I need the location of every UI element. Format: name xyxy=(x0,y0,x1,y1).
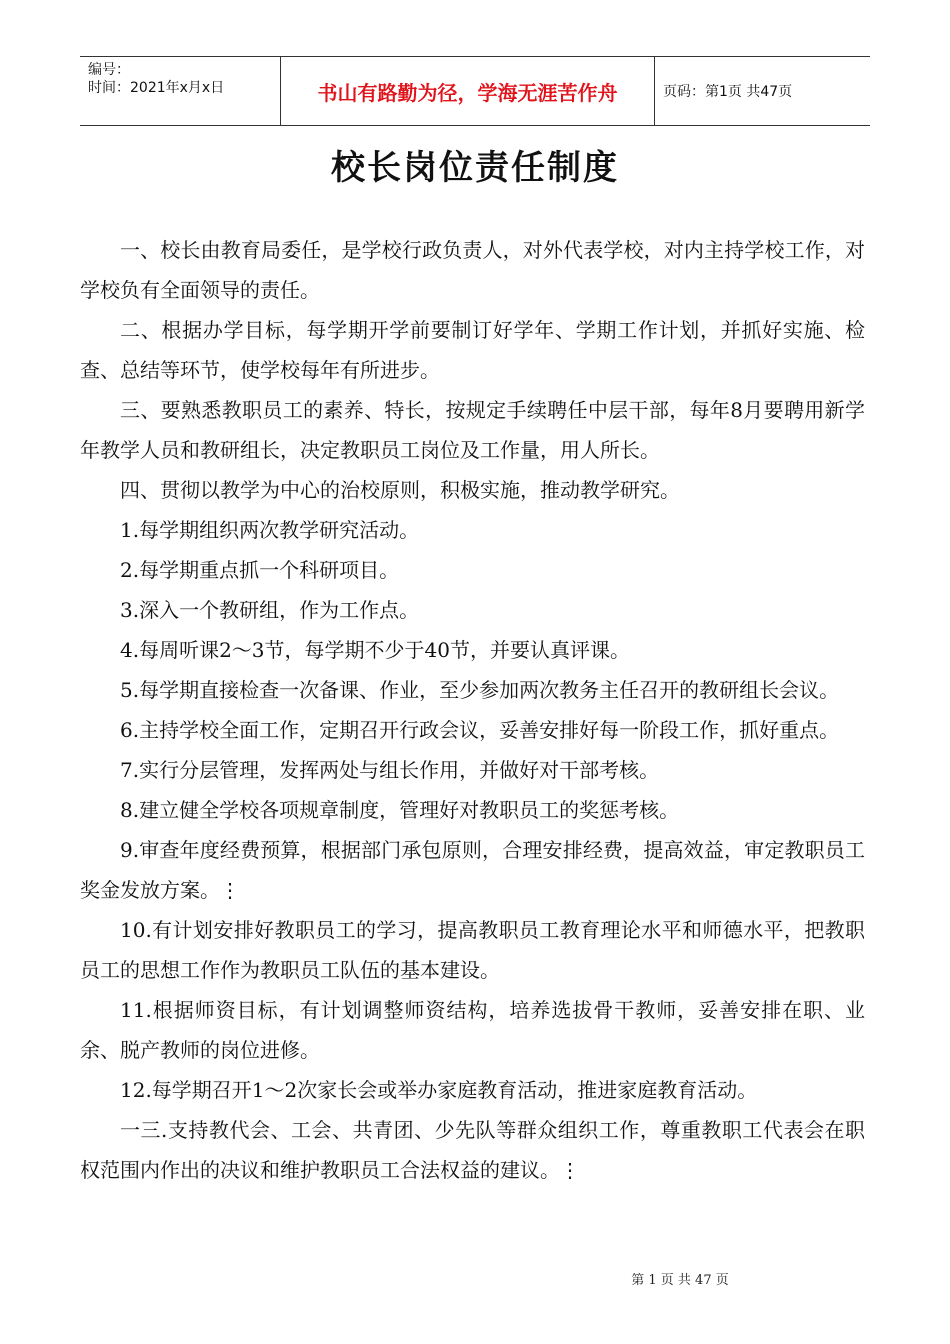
header-page-info: 页码：第1页 共47页 xyxy=(663,84,793,100)
list-item: 11.根据师资目标，有计划调整师资结构，培养选拔骨干教师，妥善安排在职、业余、脱产教师的岗位进修。 xyxy=(80,998,865,1062)
paragraph: 四、贯彻以教学为中心的治校原则，积极实施，推动教学研究。 xyxy=(120,478,680,502)
list-item: 10.有计划安排好教职员工的学习，提高教职员工教育理论水平和师德水平，把教职员工的思想工作作为教职员工队伍的基本建设。 xyxy=(80,918,865,982)
list-item: 12.每学期召开1～2次家长会或举办家庭教育活动，推进家庭教育活动。 xyxy=(120,1078,758,1102)
paragraph: 三、要熟悉教职员工的素养、特长，按规定手续聘任中层干部，每年8月要聘用新学年教学人员和教研组长，决定教职员工岗位及工作量，用人所长。 xyxy=(80,398,865,462)
list-item: 6.主持学校全面工作，定期召开行政会议，妥善安排好每一阶段工作，抓好重点。 xyxy=(120,718,840,742)
paragraph: 二、根据办学目标，每学期开学前要制订好学年、学期工作计划，并抓好实施、检查、总结等环节，使学校每年有所进步。 xyxy=(80,318,865,382)
document-number: 编号： xyxy=(88,62,130,78)
list-item: 8.建立健全学校各项规章制度，管理好对教职员工的奖惩考核。 xyxy=(120,798,680,822)
header-motto: 书山有路勤为径，学海无涯苦作舟 xyxy=(281,57,655,125)
list-item: 2.每学期重点抓一个科研项目。 xyxy=(120,558,400,582)
page-footer: 第 1 页 共 47 页 xyxy=(631,1273,729,1288)
document-header xyxy=(80,56,870,126)
list-item: 3.深入一个教研组，作为工作点。 xyxy=(120,598,420,622)
document-title: 校长岗位责任制度 xyxy=(331,148,619,188)
list-item: 4.每周听课2～3节，每学期不少于40节，并要认真评课。 xyxy=(120,638,630,662)
list-item: 1.每学期组织两次教学研究活动。 xyxy=(120,518,420,542)
document-date: 时间：2021年x月x日 xyxy=(88,80,225,96)
list-item: 9.审查年度经费预算，根据部门承包原则，合理安排经费，提高效益，审定教职员工奖金发放方案。⋮ xyxy=(80,838,865,902)
list-item: 7.实行分层管理，发挥两处与组长作用，并做好对干部考核。 xyxy=(120,758,660,782)
list-item: 一三.支持教代会、工会、共青团、少先队等群众组织工作，尊重教职工代表会在职权范围内作出的决议和维护教职员工合法权益的建议。⋮ xyxy=(80,1118,865,1182)
paragraph: 一、校长由教育局委任，是学校行政负责人，对外代表学校，对内主持学校工作，对学校负有全面领导的责任。 xyxy=(80,238,865,302)
list-item: 5.每学期直接检查一次备课、作业，至少参加两次教务主任召开的教研组长会议。 xyxy=(120,678,840,702)
document-body xyxy=(80,230,865,1190)
header-meta xyxy=(80,57,281,125)
